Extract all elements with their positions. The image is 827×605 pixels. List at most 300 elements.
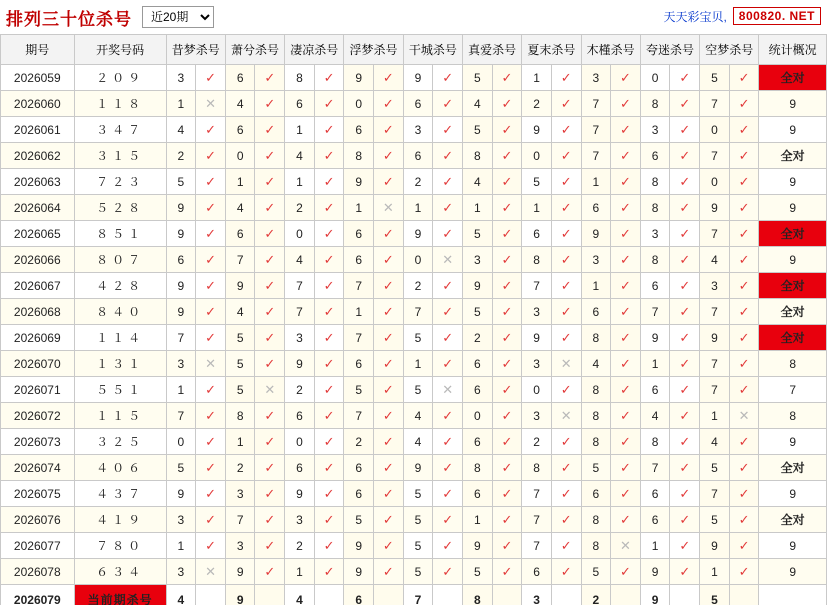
cell-kill-number: 8 bbox=[581, 377, 611, 403]
check-glyph: ✓ bbox=[738, 537, 750, 553]
cell-kill-number: 7 bbox=[285, 299, 315, 325]
check-glyph: ✓ bbox=[620, 147, 631, 163]
cell-stat: 8 bbox=[759, 403, 827, 429]
cell-kill-number: 6 bbox=[403, 91, 433, 117]
check-icon bbox=[729, 65, 759, 91]
cell-kill-number: 8 bbox=[344, 143, 374, 169]
check-glyph: ✓ bbox=[738, 251, 750, 267]
cell-draw-numbers: １３１ bbox=[74, 351, 166, 377]
current-period-row bbox=[1, 585, 827, 605]
check-icon bbox=[611, 117, 641, 143]
check-glyph: ✓ bbox=[264, 355, 276, 371]
check-icon bbox=[729, 247, 759, 273]
cell-kill-number: 7 bbox=[522, 533, 552, 559]
cell-kill-number: 5 bbox=[344, 377, 374, 403]
cell-current-kill-number: 9 bbox=[225, 585, 255, 605]
check-glyph: ✓ bbox=[679, 563, 691, 579]
check-glyph: ✓ bbox=[442, 433, 454, 449]
check-icon bbox=[196, 455, 226, 481]
check-glyph: ✓ bbox=[323, 303, 335, 319]
table-row bbox=[1, 455, 827, 481]
col-numbers: 开奖号码 bbox=[74, 35, 166, 65]
check-icon bbox=[729, 559, 759, 585]
check-glyph: ✓ bbox=[264, 329, 276, 345]
check-glyph: ✓ bbox=[560, 199, 572, 215]
check-glyph: ✓ bbox=[382, 355, 394, 371]
check-icon bbox=[611, 559, 641, 585]
cell-kill-number: 6 bbox=[225, 117, 255, 143]
cell-issue: 2026068 bbox=[1, 299, 75, 325]
check-glyph: ✓ bbox=[560, 303, 572, 319]
cell-current-empty bbox=[196, 585, 226, 605]
cell-current-empty bbox=[670, 585, 700, 605]
check-icon bbox=[670, 273, 700, 299]
check-glyph: ✓ bbox=[442, 537, 454, 553]
status-badge: 全对 bbox=[759, 299, 827, 325]
cell-kill-number: 6 bbox=[462, 481, 492, 507]
check-glyph: ✓ bbox=[382, 329, 394, 345]
cell-kill-number: 4 bbox=[225, 91, 255, 117]
check-glyph: ✓ bbox=[442, 511, 454, 527]
cell-current-empty bbox=[433, 585, 463, 605]
col-expert-3: 凄凉杀号 bbox=[285, 35, 344, 65]
check-glyph: ✓ bbox=[679, 173, 691, 189]
cell-kill-number: 3 bbox=[462, 247, 492, 273]
check-icon bbox=[374, 273, 404, 299]
check-icon bbox=[670, 221, 700, 247]
check-glyph: ✓ bbox=[620, 355, 631, 371]
cell-kill-number: 6 bbox=[285, 403, 315, 429]
check-icon bbox=[374, 481, 404, 507]
check-glyph: ✓ bbox=[382, 95, 394, 111]
check-glyph: ✓ bbox=[205, 511, 216, 527]
cross-icon bbox=[196, 351, 226, 377]
check-icon bbox=[729, 169, 759, 195]
check-icon bbox=[670, 533, 700, 559]
table-row bbox=[1, 559, 827, 585]
check-icon bbox=[255, 481, 285, 507]
check-glyph: ✓ bbox=[620, 121, 631, 137]
check-glyph: ✓ bbox=[205, 225, 216, 241]
cell-kill-number: 0 bbox=[344, 91, 374, 117]
cell-current-kill-number: 2 bbox=[581, 585, 611, 605]
check-icon bbox=[196, 533, 226, 559]
cell-kill-number: 3 bbox=[640, 221, 670, 247]
check-icon bbox=[670, 403, 700, 429]
check-icon bbox=[433, 91, 463, 117]
table-row bbox=[1, 403, 827, 429]
cell-kill-number: 8 bbox=[581, 533, 611, 559]
check-icon bbox=[314, 559, 344, 585]
cross-glyph: ✕ bbox=[264, 381, 276, 397]
cell-issue: 2026069 bbox=[1, 325, 75, 351]
table-row bbox=[1, 221, 827, 247]
check-icon bbox=[255, 299, 285, 325]
check-icon bbox=[255, 351, 285, 377]
cell-draw-numbers: ６３４ bbox=[74, 559, 166, 585]
cell-kill-number: 1 bbox=[403, 351, 433, 377]
check-glyph: ✓ bbox=[738, 511, 750, 527]
check-icon bbox=[551, 299, 581, 325]
cell-draw-numbers: １１８ bbox=[74, 91, 166, 117]
cell-kill-number: 0 bbox=[225, 143, 255, 169]
check-glyph: ✓ bbox=[382, 251, 394, 267]
cell-kill-number: 2 bbox=[166, 143, 196, 169]
check-icon bbox=[670, 325, 700, 351]
cell-issue: 2026074 bbox=[1, 455, 75, 481]
brand-text: 天天彩宝贝, bbox=[663, 9, 727, 24]
cell-kill-number: 9 bbox=[640, 325, 670, 351]
check-icon bbox=[255, 533, 285, 559]
check-glyph: ✓ bbox=[442, 277, 454, 293]
check-glyph: ✓ bbox=[738, 433, 750, 449]
check-glyph: ✓ bbox=[679, 407, 691, 423]
check-icon bbox=[670, 455, 700, 481]
cell-kill-number: 3 bbox=[166, 351, 196, 377]
check-glyph: ✓ bbox=[620, 459, 631, 475]
check-glyph: ✓ bbox=[382, 407, 394, 423]
check-icon bbox=[670, 143, 700, 169]
check-icon bbox=[433, 169, 463, 195]
cell-kill-number: 5 bbox=[700, 65, 730, 91]
check-icon bbox=[551, 143, 581, 169]
cell-kill-number: 7 bbox=[581, 143, 611, 169]
cell-kill-number: 5 bbox=[522, 169, 552, 195]
cell-kill-number: 3 bbox=[166, 507, 196, 533]
cell-issue: 2026063 bbox=[1, 169, 75, 195]
check-icon bbox=[255, 221, 285, 247]
check-icon bbox=[670, 481, 700, 507]
check-glyph: ✓ bbox=[264, 459, 276, 475]
check-icon bbox=[670, 169, 700, 195]
check-glyph: ✓ bbox=[501, 147, 513, 163]
period-select[interactable] bbox=[142, 6, 214, 28]
check-glyph: ✓ bbox=[442, 121, 454, 137]
cell-issue: 2026061 bbox=[1, 117, 75, 143]
cell-kill-number: 7 bbox=[640, 299, 670, 325]
check-glyph: ✓ bbox=[560, 511, 572, 527]
check-icon bbox=[374, 429, 404, 455]
check-glyph: ✓ bbox=[679, 433, 691, 449]
check-icon bbox=[374, 403, 404, 429]
cell-kill-number: 8 bbox=[581, 325, 611, 351]
cell-kill-number: 1 bbox=[344, 299, 374, 325]
cell-kill-number: 9 bbox=[225, 559, 255, 585]
check-icon bbox=[374, 91, 404, 117]
cell-stat: 9 bbox=[759, 429, 827, 455]
check-glyph: ✓ bbox=[501, 277, 513, 293]
cell-kill-number: 9 bbox=[640, 559, 670, 585]
check-icon bbox=[374, 299, 404, 325]
cell-kill-number: 1 bbox=[700, 559, 730, 585]
cell-draw-numbers: ４０６ bbox=[74, 455, 166, 481]
check-icon bbox=[196, 507, 226, 533]
check-glyph: ✓ bbox=[501, 251, 513, 267]
cell-kill-number: 7 bbox=[640, 455, 670, 481]
check-glyph: ✓ bbox=[501, 69, 513, 85]
cell-kill-number: 7 bbox=[700, 91, 730, 117]
cell-kill-number: 8 bbox=[581, 507, 611, 533]
cell-draw-numbers: ５５１ bbox=[74, 377, 166, 403]
cell-current-kill-number: 5 bbox=[700, 585, 730, 605]
check-glyph: ✓ bbox=[264, 433, 276, 449]
cross-glyph: ✕ bbox=[442, 251, 454, 267]
check-icon bbox=[314, 351, 344, 377]
cell-kill-number: 6 bbox=[581, 299, 611, 325]
cell-kill-number: 9 bbox=[225, 273, 255, 299]
cell-kill-number: 3 bbox=[640, 117, 670, 143]
check-glyph: ✓ bbox=[442, 459, 454, 475]
check-glyph: ✓ bbox=[442, 95, 454, 111]
cell-kill-number: 1 bbox=[166, 91, 196, 117]
cell-current-kill-number: 4 bbox=[166, 585, 196, 605]
check-glyph: ✓ bbox=[738, 121, 750, 137]
check-icon bbox=[492, 481, 522, 507]
check-icon bbox=[433, 117, 463, 143]
table-row bbox=[1, 143, 827, 169]
table-body bbox=[1, 65, 827, 605]
cell-stat: 9 bbox=[759, 91, 827, 117]
cell-kill-number: 1 bbox=[522, 65, 552, 91]
cell-kill-number: 5 bbox=[403, 377, 433, 403]
cell-kill-number: 6 bbox=[344, 351, 374, 377]
check-icon bbox=[670, 247, 700, 273]
cell-current-kill-number: 7 bbox=[403, 585, 433, 605]
cell-kill-number: 3 bbox=[522, 351, 552, 377]
col-expert-6: 真爱杀号 bbox=[462, 35, 521, 65]
col-expert-1: 昔梦杀号 bbox=[166, 35, 225, 65]
check-glyph: ✓ bbox=[442, 563, 454, 579]
check-icon bbox=[492, 117, 522, 143]
check-icon bbox=[670, 195, 700, 221]
cell-kill-number: 4 bbox=[403, 429, 433, 455]
cell-kill-number: 8 bbox=[640, 91, 670, 117]
check-glyph: ✓ bbox=[560, 251, 572, 267]
status-badge: 全对 bbox=[759, 273, 827, 299]
check-icon bbox=[611, 377, 641, 403]
cell-kill-number: 4 bbox=[225, 195, 255, 221]
cell-current-kill-number: 9 bbox=[640, 585, 670, 605]
check-icon bbox=[374, 143, 404, 169]
check-icon bbox=[255, 403, 285, 429]
cell-kill-number: 3 bbox=[581, 65, 611, 91]
check-glyph: ✓ bbox=[442, 69, 454, 85]
cell-kill-number: 3 bbox=[225, 533, 255, 559]
check-icon bbox=[492, 455, 522, 481]
cell-kill-number: 5 bbox=[403, 507, 433, 533]
cell-kill-number: 4 bbox=[700, 247, 730, 273]
cross-icon bbox=[196, 559, 226, 585]
check-glyph: ✓ bbox=[382, 303, 394, 319]
cell-kill-number: 3 bbox=[285, 325, 315, 351]
check-glyph: ✓ bbox=[679, 485, 691, 501]
check-icon bbox=[551, 221, 581, 247]
cell-stat: 9 bbox=[759, 559, 827, 585]
check-glyph: ✓ bbox=[679, 537, 691, 553]
check-icon bbox=[374, 325, 404, 351]
cell-kill-number: 3 bbox=[700, 273, 730, 299]
check-glyph: ✓ bbox=[501, 537, 513, 553]
cell-kill-number: 5 bbox=[462, 117, 492, 143]
check-glyph: ✓ bbox=[323, 147, 335, 163]
cross-glyph: ✕ bbox=[738, 407, 750, 423]
check-glyph: ✓ bbox=[501, 511, 513, 527]
check-glyph: ✓ bbox=[442, 329, 454, 345]
check-icon bbox=[433, 325, 463, 351]
check-glyph: ✓ bbox=[738, 355, 750, 371]
check-glyph: ✓ bbox=[264, 511, 276, 527]
check-icon bbox=[551, 247, 581, 273]
cell-kill-number: 5 bbox=[581, 455, 611, 481]
check-glyph: ✓ bbox=[679, 511, 691, 527]
check-icon bbox=[729, 117, 759, 143]
cell-kill-number: 6 bbox=[522, 221, 552, 247]
cross-glyph: ✕ bbox=[620, 537, 631, 553]
check-icon bbox=[551, 559, 581, 585]
cell-kill-number: 1 bbox=[700, 403, 730, 429]
check-glyph: ✓ bbox=[501, 225, 513, 241]
cell-stat: 9 bbox=[759, 117, 827, 143]
check-glyph: ✓ bbox=[264, 537, 276, 553]
cell-kill-number: 7 bbox=[700, 221, 730, 247]
cell-kill-number: 9 bbox=[522, 325, 552, 351]
check-icon bbox=[196, 65, 226, 91]
cell-issue: 2026078 bbox=[1, 559, 75, 585]
cell-kill-number: 6 bbox=[403, 143, 433, 169]
cell-kill-number: 9 bbox=[344, 559, 374, 585]
check-icon bbox=[670, 65, 700, 91]
cell-kill-number: 0 bbox=[403, 247, 433, 273]
check-icon bbox=[551, 117, 581, 143]
check-icon bbox=[255, 117, 285, 143]
check-icon bbox=[314, 221, 344, 247]
cell-kill-number: 1 bbox=[225, 429, 255, 455]
check-glyph: ✓ bbox=[679, 303, 691, 319]
cell-issue: 2026065 bbox=[1, 221, 75, 247]
check-glyph: ✓ bbox=[560, 485, 572, 501]
cell-kill-number: 7 bbox=[344, 325, 374, 351]
cell-kill-number: 8 bbox=[640, 247, 670, 273]
cell-kill-number: 6 bbox=[344, 455, 374, 481]
cell-kill-number: 2 bbox=[285, 377, 315, 403]
check-icon bbox=[255, 325, 285, 351]
check-icon bbox=[314, 533, 344, 559]
check-glyph: ✓ bbox=[620, 407, 631, 423]
check-glyph: ✓ bbox=[620, 485, 631, 501]
cell-current-empty bbox=[255, 585, 285, 605]
cell-kill-number: 6 bbox=[462, 377, 492, 403]
check-glyph: ✓ bbox=[323, 277, 335, 293]
cell-kill-number: 9 bbox=[166, 221, 196, 247]
check-glyph: ✓ bbox=[738, 485, 750, 501]
check-glyph: ✓ bbox=[442, 407, 454, 423]
check-glyph: ✓ bbox=[620, 433, 631, 449]
cross-icon bbox=[611, 533, 641, 559]
cell-kill-number: 9 bbox=[462, 533, 492, 559]
check-glyph: ✓ bbox=[501, 199, 513, 215]
check-glyph: ✓ bbox=[205, 329, 216, 345]
check-glyph: ✓ bbox=[679, 225, 691, 241]
check-icon bbox=[196, 247, 226, 273]
cross-glyph: ✕ bbox=[205, 355, 216, 371]
check-icon bbox=[314, 325, 344, 351]
check-icon bbox=[729, 533, 759, 559]
check-icon bbox=[492, 559, 522, 585]
cell-kill-number: 3 bbox=[522, 299, 552, 325]
cell-kill-number: 9 bbox=[344, 169, 374, 195]
check-glyph: ✓ bbox=[382, 147, 394, 163]
check-glyph: ✓ bbox=[442, 147, 454, 163]
cross-glyph: ✕ bbox=[205, 95, 216, 111]
cell-current-empty bbox=[611, 585, 641, 605]
cell-issue: 2026079 bbox=[1, 585, 75, 605]
check-icon bbox=[433, 299, 463, 325]
cell-kill-number: 0 bbox=[285, 429, 315, 455]
table-row bbox=[1, 169, 827, 195]
check-glyph: ✓ bbox=[738, 199, 750, 215]
check-glyph: ✓ bbox=[323, 251, 335, 267]
check-icon bbox=[551, 325, 581, 351]
check-icon bbox=[551, 481, 581, 507]
check-icon bbox=[314, 429, 344, 455]
cell-kill-number: 6 bbox=[285, 455, 315, 481]
table-row bbox=[1, 195, 827, 221]
check-icon bbox=[670, 507, 700, 533]
cross-icon bbox=[551, 403, 581, 429]
check-icon bbox=[492, 299, 522, 325]
cell-draw-numbers: ５２８ bbox=[74, 195, 166, 221]
check-icon bbox=[374, 533, 404, 559]
check-icon bbox=[314, 247, 344, 273]
check-glyph: ✓ bbox=[679, 355, 691, 371]
cell-kill-number: 8 bbox=[640, 195, 670, 221]
check-icon bbox=[433, 65, 463, 91]
cell-kill-number: 5 bbox=[166, 455, 196, 481]
check-glyph: ✓ bbox=[738, 303, 750, 319]
check-icon bbox=[611, 65, 641, 91]
cell-kill-number: 9 bbox=[166, 195, 196, 221]
cell-issue: 2026066 bbox=[1, 247, 75, 273]
cell-issue: 2026059 bbox=[1, 65, 75, 91]
cell-issue: 2026064 bbox=[1, 195, 75, 221]
check-glyph: ✓ bbox=[442, 199, 454, 215]
check-glyph: ✓ bbox=[382, 121, 394, 137]
check-icon bbox=[433, 455, 463, 481]
check-icon bbox=[551, 533, 581, 559]
check-icon bbox=[374, 221, 404, 247]
cell-stat: 9 bbox=[759, 533, 827, 559]
cell-kill-number: 1 bbox=[462, 195, 492, 221]
check-icon bbox=[729, 91, 759, 117]
check-icon bbox=[729, 195, 759, 221]
check-icon bbox=[374, 65, 404, 91]
cell-kill-number: 8 bbox=[640, 429, 670, 455]
cell-current-kill-number: 3 bbox=[522, 585, 552, 605]
check-glyph: ✓ bbox=[620, 251, 631, 267]
cell-draw-numbers: ４３７ bbox=[74, 481, 166, 507]
check-glyph: ✓ bbox=[205, 199, 216, 215]
check-glyph: ✓ bbox=[501, 459, 513, 475]
table-row bbox=[1, 481, 827, 507]
check-icon bbox=[551, 195, 581, 221]
check-glyph: ✓ bbox=[442, 303, 454, 319]
cell-kill-number: 9 bbox=[700, 195, 730, 221]
cell-kill-number: 5 bbox=[344, 507, 374, 533]
check-glyph: ✓ bbox=[620, 173, 631, 189]
check-glyph: ✓ bbox=[323, 485, 335, 501]
check-icon bbox=[255, 273, 285, 299]
check-glyph: ✓ bbox=[560, 381, 572, 397]
